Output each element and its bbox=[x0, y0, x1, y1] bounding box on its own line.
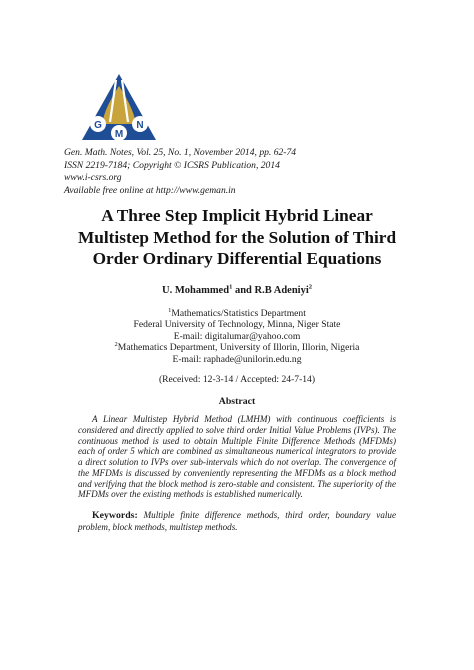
received-dates: (Received: 12-3-14 / Accepted: 24-7-14) bbox=[158, 374, 316, 385]
journal-availability[interactable]: Available free online at http://www.geman.in bbox=[64, 184, 236, 196]
affiliation-1-dept-text: Mathematics/Statistics Department bbox=[171, 308, 306, 319]
keywords bbox=[78, 510, 396, 533]
keywords-label: Keywords: bbox=[92, 510, 138, 521]
affiliation-1-university: Federal University of Technology, Minna, Niger State bbox=[133, 319, 341, 331]
logo-letter-m: M bbox=[114, 129, 124, 140]
journal-citation: Gen. Math. Notes, Vol. 25, No. 1, November 2014, pp. 62-74 bbox=[64, 147, 297, 158]
author-2-sup: 2 bbox=[308, 283, 313, 291]
affiliation-2-sup: 2 bbox=[114, 341, 118, 349]
affiliation-2-email[interactable]: E-mail: raphade@unilorin.edu.ng bbox=[172, 353, 302, 365]
title-line-1: A Three Step Implicit Hybrid Linear bbox=[101, 206, 373, 225]
title-line-3: Order Ordinary Differential Equations bbox=[92, 249, 382, 268]
affiliation-1-dept bbox=[0, 308, 474, 319]
affiliation-2-dept-text: Mathematics Department, University of Illorin, Illorin, Nigeria bbox=[117, 342, 360, 354]
affiliations bbox=[0, 308, 474, 365]
abstract-text: A Linear Multistep Hybrid Method (LMHM) with continuous coefficients is considered and directly applied to solve third order Initial Value Problems (IVPs). The continuous method is used to obtain Multiple Finite Difference Methods (MFDMs) each of order 5 which are combined as simultaneous numerical integrators to provide a direct solution to IVPs over sub-intervals which do not overlap. The convergence of the MFDMs is discussed by conveniently representing the MFDMs as a block method and verifying that the block method is zero-stable and consistent. The superiority of the MFDMs over the existing methods is established numerically. bbox=[78, 414, 396, 500]
authors-and: and bbox=[232, 285, 255, 296]
keywords-text: Multiple finite difference methods, third order, boundary value problem, block methods, multistep methods. bbox=[78, 510, 396, 532]
abstract-heading: Abstract bbox=[218, 396, 256, 407]
author-1: U. Mohammed bbox=[161, 285, 230, 296]
paper-title bbox=[40, 205, 434, 270]
title-line-2: Multistep Method for the Solution of Third bbox=[77, 227, 397, 247]
authors bbox=[0, 285, 474, 296]
affiliation-2-dept bbox=[0, 342, 474, 353]
logo-letter-n: N bbox=[136, 120, 144, 131]
journal-logo bbox=[80, 72, 158, 142]
author-1-sup: 1 bbox=[229, 283, 233, 291]
affiliation-1-sup: 1 bbox=[168, 306, 172, 314]
author-2: R.B Adeniyi bbox=[254, 285, 309, 296]
journal-website[interactable]: www.i-csrs.org bbox=[64, 172, 122, 184]
logo-letter-g: G bbox=[94, 120, 102, 131]
journal-info bbox=[64, 147, 296, 197]
journal-issn: ISSN 2219-7184; Copyright © ICSRS Publication, 2014 bbox=[64, 159, 280, 171]
affiliation-1-email[interactable]: E-mail: digitalumar@yahoo.com bbox=[173, 330, 301, 342]
